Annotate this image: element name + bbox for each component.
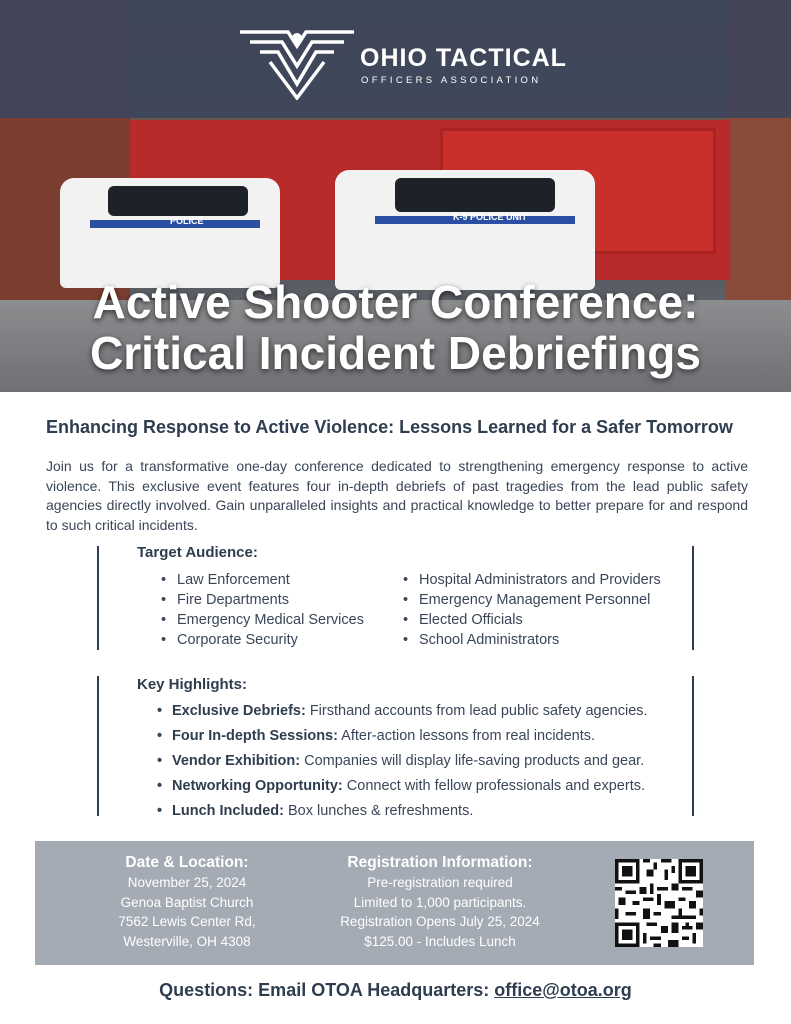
highlight-label: Four In-depth Sessions: (172, 728, 338, 744)
list-item: • Emergency Management Personnel (419, 592, 650, 608)
subheading: Enhancing Response to Active Violence: Lessons Learned for a Safer Tomorrow (46, 417, 733, 437)
highlight-text: Box lunches & refreshments. (283, 803, 474, 819)
list-item (172, 753, 644, 769)
intro-paragraph: Join us for a transformative one-day conference dedicated to strengthening emergency response to active violence. This exclusive event features four in-depth debriefs of past tragedies from the lead public safety agencies directly involved. Gain unparalleled insights and practical knowledge to better prepare for and respond to such critical incidents. (46, 458, 748, 533)
date-line: November 25, 2024 (127, 875, 247, 890)
qr-code-icon[interactable] (615, 859, 703, 947)
registration-section (325, 852, 555, 951)
car-label-police: POLICE (170, 216, 204, 226)
list-item: • Hospital Administrators and Providers (419, 572, 661, 588)
address-line: 7562 Lewis Center Rd, (118, 914, 256, 929)
questions-line (0, 980, 791, 1001)
list-item: • Fire Departments (177, 592, 289, 608)
list-item (172, 703, 648, 719)
highlight-label: Vendor Exhibition: (172, 753, 301, 769)
registration-line: Limited to 1,000 participants. (353, 894, 527, 910)
target-audience-box (97, 546, 694, 650)
highlight-label: Lunch Included: (172, 803, 284, 819)
page-title-line1: Active Shooter Conference: (92, 276, 699, 328)
org-name: OHIO TACTICAL (360, 44, 567, 72)
registration-line: Registration Opens July 25, 2024 (340, 914, 540, 929)
email-link[interactable]: office@otoa.org (494, 980, 632, 1000)
list-item: • Corporate Security (177, 632, 298, 648)
highlight-text: After-action lessons from real incidents. (337, 728, 596, 744)
list-item (172, 728, 595, 744)
org-subtitle: OFFICERS ASSOCIATION (361, 75, 542, 86)
registration-line: Pre-registration required (367, 875, 513, 890)
registration-heading: Registration Information: (347, 854, 533, 871)
target-audience-heading: Target Audience: (137, 544, 258, 561)
questions-label: Questions: Email OTOA Headquarters: (159, 980, 495, 1000)
city-line: Westerville, OH 4308 (123, 933, 251, 949)
police-car-left (60, 178, 280, 288)
hero-image (0, 0, 791, 392)
price-line: $125.00 - Includes Lunch (364, 933, 516, 949)
date-location-section (87, 852, 287, 951)
eagle-wings-logo-icon (238, 28, 356, 100)
car-label-k9: K-9 POLICE UNIT (453, 212, 528, 222)
list-item: • Emergency Medical Services (177, 612, 364, 628)
list-item (172, 778, 645, 794)
list-item: • Law Enforcement (177, 572, 290, 588)
key-highlights-heading: Key Highlights: (137, 676, 248, 693)
highlight-label: Exclusive Debriefs: (172, 703, 306, 719)
highlight-text: Connect with fellow professionals and experts. (342, 778, 646, 794)
key-highlights-box (97, 676, 694, 819)
venue-line: Genoa Baptist Church (120, 894, 254, 910)
list-item: • School Administrators (419, 632, 559, 648)
list-item: • Elected Officials (419, 612, 523, 628)
date-location-heading: Date & Location: (125, 854, 249, 871)
highlight-text: Firsthand accounts from lead public safety agencies. (305, 703, 648, 719)
police-car-right (335, 170, 595, 290)
list-item (172, 803, 473, 819)
highlight-label: Networking Opportunity: (172, 778, 343, 794)
highlight-text: Companies will display life-saving products and gear. (300, 753, 645, 769)
page-title-line2: Critical Incident Debriefings (90, 327, 701, 379)
event-info-bar (35, 841, 754, 965)
